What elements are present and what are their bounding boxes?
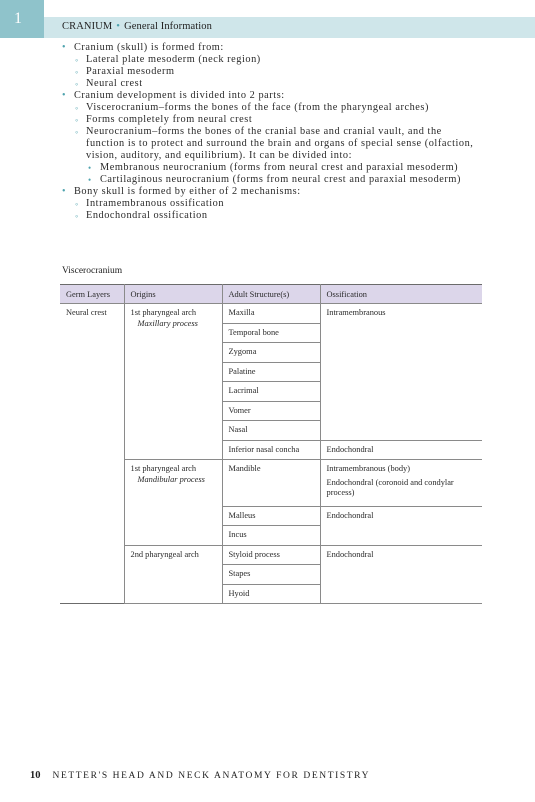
- sub-sub-bullet-text: Membranous neurocranium (forms from neural crest and paraxial mesoderm): [100, 162, 459, 173]
- sub-bullet-item: [74, 210, 482, 222]
- origin-text: 2nd pharyngeal arch: [130, 549, 199, 559]
- bullet-item: [62, 90, 482, 186]
- structure-cell: Stapes: [222, 565, 320, 585]
- sub-bullet-item: [74, 114, 482, 126]
- sub-bullet-item: [74, 102, 482, 114]
- sub-bullet-text: Intramembranous ossification: [86, 198, 225, 209]
- sub-bullet-list: [74, 54, 482, 90]
- sub-bullet-item: [74, 198, 482, 210]
- column-header: Germ Layers: [60, 285, 124, 304]
- origin-cell: [124, 460, 222, 546]
- structure-cell: Inferior nasal concha: [222, 440, 320, 460]
- bullet-text: Bony skull is formed by either of 2 mechanisms:: [74, 186, 301, 197]
- sub-sub-bullet-list: [86, 162, 482, 186]
- germ-layer-cell: [60, 304, 124, 604]
- ossification-cell: [320, 460, 482, 507]
- structure-cell: Hyoid: [222, 584, 320, 604]
- column-header: Origins: [124, 285, 222, 304]
- structure-cell: Temporal bone: [222, 323, 320, 343]
- process-text: Maxillary process: [137, 318, 198, 328]
- structure-cell: Mandible: [222, 460, 320, 507]
- sub-bullet-item: [74, 78, 482, 90]
- chapter-number: 1: [14, 10, 22, 27]
- sub-sub-bullet-item: [86, 162, 482, 174]
- bullet-list: [62, 42, 482, 222]
- sub-bullet-text: Neural crest: [86, 78, 143, 89]
- bullet-text: Cranium (skull) is formed from:: [74, 42, 224, 53]
- page-number: 10: [30, 770, 41, 781]
- process-text: Mandibular process: [137, 474, 205, 484]
- table-title: Viscerocranium: [62, 266, 123, 276]
- sub-bullet-text: Viscerocranium–forms the bones of the face (from the pharyngeal arches): [86, 102, 429, 113]
- bullet-item: [62, 186, 482, 222]
- structure-cell: Incus: [222, 526, 320, 546]
- structure-cell: Styloid process: [222, 545, 320, 565]
- structure-cell: Malleus: [222, 506, 320, 526]
- sub-bullet-item: [74, 66, 482, 78]
- book-title: NETTER'S HEAD AND NECK ANATOMY FOR DENTISTRY: [52, 771, 371, 781]
- table-header-row: [60, 285, 482, 304]
- sub-bullet-text: Lateral plate mesoderm (neck region): [86, 54, 261, 65]
- ossification-text: Endochondral (coronoid and condylar process): [326, 477, 454, 497]
- structure-cell: Nasal: [222, 421, 320, 441]
- sub-bullet-text: Endochondral ossification: [86, 210, 208, 221]
- ossification-text: Intramembranous (body): [326, 464, 410, 473]
- origin-text: 1st pharyngeal arch: [130, 308, 197, 317]
- sub-bullet-list: [74, 198, 482, 222]
- table-row: [60, 545, 482, 565]
- table-row: [60, 304, 482, 324]
- header-separator: •: [116, 21, 121, 32]
- page-footer: [30, 770, 370, 781]
- section-title: General Information: [124, 21, 212, 32]
- ossification-cell: Endochondral: [320, 440, 482, 460]
- sub-bullet-text: Paraxial mesoderm: [86, 66, 175, 77]
- sub-bullet-list: [74, 102, 482, 186]
- ossification-cell: Endochondral: [320, 545, 482, 604]
- sub-sub-bullet-text: Cartilaginous neurocranium (forms from neural crest and paraxial mesoderm): [100, 174, 461, 185]
- structure-cell: Palatine: [222, 362, 320, 382]
- column-header: Adult Structure(s): [222, 285, 320, 304]
- column-header: Ossification: [320, 285, 482, 304]
- sub-sub-bullet-item: [86, 174, 482, 186]
- sub-bullet-item: [74, 54, 482, 66]
- bullet-content: [62, 42, 482, 222]
- germ-layer-text: Neural crest: [66, 308, 107, 317]
- running-header: [62, 21, 212, 32]
- structure-cell: Maxilla: [222, 304, 320, 324]
- ossification-cell: Intramembranous: [320, 304, 482, 441]
- structure-cell: Lacrimal: [222, 382, 320, 402]
- chapter-tab: [0, 0, 44, 38]
- ossification-cell: Endochondral: [320, 506, 482, 545]
- structure-cell: Zygoma: [222, 343, 320, 363]
- table-row: [60, 460, 482, 507]
- origin-text: 1st pharyngeal arch: [130, 464, 197, 473]
- structure-cell: Vomer: [222, 401, 320, 421]
- chapter-title: CRANIUM: [62, 21, 113, 32]
- bullet-text: Cranium development is divided into 2 parts:: [74, 90, 285, 101]
- bullet-item: [62, 42, 482, 90]
- viscerocranium-table: [60, 284, 482, 604]
- sub-bullet-text: Forms completely from neural crest: [86, 114, 253, 125]
- origin-cell: [124, 545, 222, 604]
- sub-bullet-text: Neurocranium–forms the bones of the cranial base and cranial vault, and the function is to protect and surround the brain and organs of special sense (olfaction, vision, auditory, and equilibrium). It can be divided into:: [86, 126, 474, 161]
- origin-cell: [124, 304, 222, 460]
- sub-bullet-item: [74, 126, 482, 186]
